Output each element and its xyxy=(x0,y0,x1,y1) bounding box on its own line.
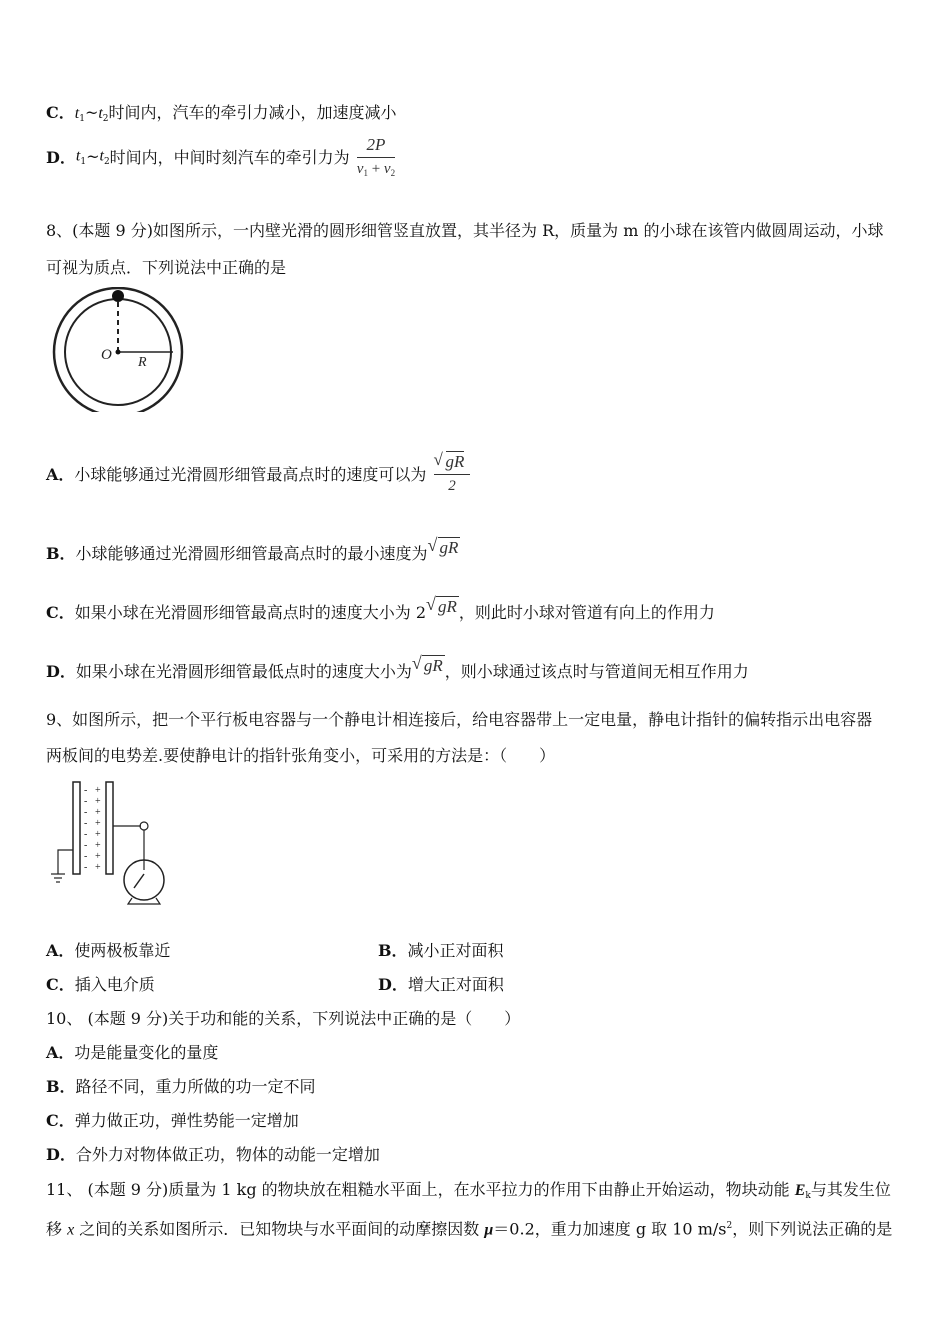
q9-option-b: B．减小正对面积 xyxy=(378,941,504,960)
svg-text:+: + xyxy=(95,840,101,851)
q10-option-c: C．弹力做正功，弹性势能一定增加 xyxy=(46,1111,299,1130)
left-plate xyxy=(73,782,80,874)
q8-option-b: B．小球能够通过光滑圆形细管最高点时的最小速度为 √ gR xyxy=(46,535,459,563)
svg-text:+: + xyxy=(95,829,101,840)
svg-text:+: + xyxy=(95,785,101,796)
svg-text:+: + xyxy=(95,807,101,818)
q8-option-d: D．如果小球在光滑圆形细管最低点时的速度大小为 √ gR ，则小球通过该点时与管道间无相互作用力 xyxy=(46,653,749,681)
svg-text:-: - xyxy=(84,851,88,862)
q10-option-b: B．路径不同，重力所做的功一定不同 xyxy=(46,1077,316,1096)
svg-text:-: - xyxy=(84,829,88,840)
svg-text:-: - xyxy=(84,785,88,796)
formula-2p-over-v1-plus-v2: $\frac{2P}{v_1 + v_2}$ xyxy=(356,135,396,178)
formula-sqrt-gr-over-2: √ gR 2 xyxy=(434,452,471,495)
svg-text:-: - xyxy=(84,840,88,851)
q8-option-a: A．小球能够通过光滑圆形细管最高点时的速度可以为 √ gR 2 xyxy=(46,452,470,495)
electroscope-base xyxy=(128,898,160,904)
q11-stem-line2: 移 x 之间的关系如图所示．已知物块与水平面间的动摩擦因数 μ＝0.2，重力加速度 g 取 10 $m/s^2$，则下列说法正确的是 xyxy=(46,1219,893,1239)
svg-text:+: + xyxy=(95,862,101,873)
q10-option-a: A．功是能量变化的量度 xyxy=(46,1043,219,1062)
svg-text:+: + xyxy=(95,851,101,862)
ball xyxy=(112,290,124,302)
ground-symbol xyxy=(51,874,65,882)
negative-charges xyxy=(84,785,87,873)
right-plate xyxy=(106,782,113,874)
q9-stem-line2: 两板间的电势差.要使静电计的指针张角变小，可采用的方法是：（ ） xyxy=(46,746,556,765)
formula-sqrt-gr: √ gR xyxy=(427,535,459,557)
q9-option-c: C．插入电介质 xyxy=(46,975,155,994)
q8-stem-line1: 8、(本题 9 分)如图所示，一内壁光滑的圆形细管竖直放置，其半径为 R，质量为 m 的小球在该管内做圆周运动，小球 xyxy=(46,221,884,240)
q9-stem-line1: 9、如图所示，把一个平行板电容器与一个静电计相连接后，给电容器带上一定电量，静电计指针的偏转指示出电容器 xyxy=(46,710,873,729)
svg-text:+: + xyxy=(95,818,101,829)
radius-label: R xyxy=(138,355,147,370)
q9-option-d: D．增大正对面积 xyxy=(378,975,504,994)
electroscope-knob xyxy=(140,822,148,830)
q11-stem-line1: 11、 (本题 9 分)质量为 1 kg 的物块放在粗糙水平面上，在水平拉力的作用下由静止开始运动，物块动能 $E_k$与其发生位 xyxy=(46,1180,891,1201)
svg-text:-: - xyxy=(84,818,88,829)
formula-sqrt-gr: √ gR xyxy=(426,594,457,616)
ground-wire xyxy=(58,850,73,874)
svg-text:-: - xyxy=(84,807,88,818)
svg-text:-: - xyxy=(84,796,88,807)
svg-text:+: + xyxy=(95,796,101,807)
q10-stem: 10、 (本题 9 分)关于功和能的关系，下列说法中正确的是（ ） xyxy=(46,1009,521,1028)
positive-charges xyxy=(95,785,101,873)
q8-stem-line2: 可视为质点．下列说法中正确的是 xyxy=(46,258,287,277)
formula-sqrt-gr: √ gR xyxy=(411,653,443,675)
q9-option-a: A．使两极板靠近 xyxy=(46,941,171,960)
center-point xyxy=(116,350,121,355)
q10-option-d: D．合外力对物体做正功，物体的动能一定增加 xyxy=(46,1145,380,1164)
q7-option-c: C．$t_1\sim t_2$时间内，汽车的牵引力减小，加速度减小 xyxy=(46,103,397,124)
center-label: O xyxy=(101,347,112,363)
circular-tube-figure xyxy=(48,287,188,412)
q7-option-d: D．$t_1\sim t_2$时间内，中间时刻汽车的牵引力为 $\frac{2P}{v_1 + v_2}$ xyxy=(46,135,396,178)
svg-text:-: - xyxy=(84,862,88,873)
q8-option-c: C．如果小球在光滑圆形细管最高点时的速度大小为 2 √ gR ，则此时小球对管道有向上的作用力 xyxy=(46,594,715,622)
capacitor-electroscope-figure xyxy=(48,778,198,906)
electroscope-needle xyxy=(134,874,144,888)
